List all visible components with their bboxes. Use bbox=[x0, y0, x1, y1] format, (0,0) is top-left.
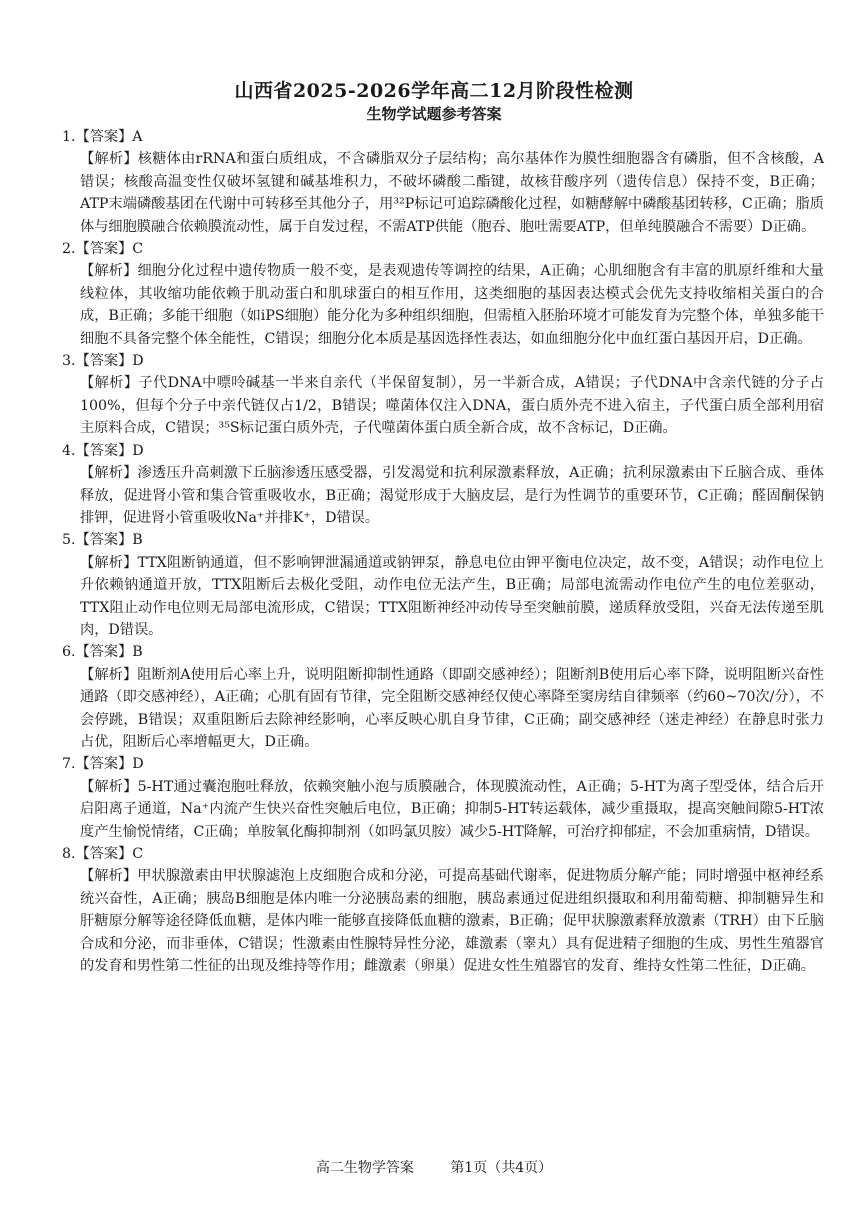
answer-heading: 8.【答案】C bbox=[62, 846, 144, 862]
answer-heading: 1.【答案】A bbox=[62, 129, 143, 145]
answer-item bbox=[62, 440, 824, 530]
answer-explanation: 【解析】子代DNA中嘌呤碱基一半来自亲代（半保留复制），另一半新合成，A错误；子代DNA中含亲代链的分子占100%，但每个分子中亲代链仅占1/2，B错误；噬菌体仅注入DNA，蛋白质外壳不进入宿主，子代蛋白质全部利用宿主原料合成，C错误；³⁵S标记蛋白质外壳，子代噬菌体蛋白质全新合成，故不含标记，D正确。 bbox=[80, 375, 824, 437]
page-subtitle: 生物学试题参考答案 bbox=[366, 105, 502, 123]
answer-explanation: 【解析】TTX阻断钠通道，但不影响钾泄漏通道或钠钾泵，静息电位由钾平衡电位决定，故不变，A错误；动作电位上升依赖钠通道开放，TTX阻断后去极化受阻，动作电位无法产生，B正确；局部电流需动作电位产生的电位差驱动，TTX阻止动作电位则无局部电流形成，C错误；TTX阻断神经冲动传导至突触前膜，递质释放受阻，兴奋无法传递至肌肉，D错误。 bbox=[80, 554, 824, 638]
footer-page-number: 第1页（共4页） bbox=[450, 1160, 553, 1176]
answer-explanation: 【解析】渗透压升高刺激下丘脑渗透压感受器，引发渴觉和抗利尿激素释放，A正确；抗利尿激素由下丘脑合成、垂体释放，促进肾小管和集合管重吸收水，B正确；渴觉形成于大脑皮层，是行为性调节的重要环节，C正确；醛固酮保钠排钾，促进肾小管重吸收Na⁺并排K⁺，D错误。 bbox=[80, 465, 824, 526]
answer-item bbox=[62, 753, 824, 843]
answer-heading: 4.【答案】D bbox=[62, 442, 144, 459]
answer-heading: 3.【答案】D bbox=[62, 353, 144, 370]
answer-explanation: 【解析】细胞分化过程中遗传物质一般不变，是表观遗传等调控的结果，A正确；心肌细胞含有丰富的肌原纤维和大量线粒体，其收缩功能依赖于肌动蛋白和肌球蛋白的相互作用，这类细胞的基因表达模式会优先支持收缩相关蛋白的合成，B正确；多能干细胞（如iPS细胞）能分化为多种组织细胞，但需植入胚胎环境才可能发育为完整个体，单独多能干细胞不具备完整个体全能性，C错误；细胞分化本质是基因选择性表达，如血细胞分化中血红蛋白基因开启，D正确。 bbox=[80, 263, 824, 347]
answer-explanation: 【解析】阻断剂A使用后心率上升，说明阻断抑制性通路（即副交感神经）；阻断剂B使用后心率下降，说明阻断兴奋性通路（即交感神经），A正确；心肌有固有节律，完全阻断交感神经仅使心率降至窦房结自律频率（约60~70次/分），不会停跳，B错误；双重阻断后去除神经影响，心率反映心肌自身节律，C正确；副交感神经（迷走神经）在静息时张力占优，阻断后心率增幅更大，D正确。 bbox=[80, 666, 825, 750]
answer-item bbox=[62, 843, 824, 977]
answer-heading: 6.【答案】B bbox=[62, 644, 143, 661]
answer-item bbox=[62, 350, 824, 440]
answer-item bbox=[62, 126, 824, 238]
answer-item bbox=[62, 641, 824, 753]
answer-item bbox=[62, 529, 824, 641]
answer-item bbox=[62, 238, 824, 350]
page-title: 山西省2025-2026学年高二12月阶段性检测 bbox=[234, 80, 634, 102]
page-footer bbox=[0, 1157, 868, 1177]
answer-explanation: 【解析】5-HT通过囊泡胞吐释放，依赖突触小泡与质膜融合，体现膜流动性，A正确；5-HT为离子型受体，结合后开启阳离子通道，Na⁺内流产生快兴奋性突触后电位，B正确；抑制5-HT转运载体，减少重摄取，提高突触间隙5-HT浓度产生愉悦情绪，C正确；单胺氧化酶抑制剂（如吗氯贝胺）减少5-HT降解，可治疗抑郁症，不会加重病情，D错误。 bbox=[80, 778, 824, 840]
answer-heading: 7.【答案】D bbox=[62, 756, 144, 773]
answer-explanation: 【解析】甲状腺激素由甲状腺滤泡上皮细胞合成和分泌，可提高基础代谢率，促进物质分解产能；同时增强中枢神经系统兴奋性，A正确；胰岛B细胞是体内唯一分泌胰岛素的细胞，胰岛素通过促进组织摄取和利用葡萄糖、抑制糖异生和肝糖原分解等途径降低血糖，是体内唯一能够直接降低血糖的激素，B正确；促甲状腺激素释放激素（TRH）由下丘脑合成和分泌，而非垂体，C错误；性激素由性腺特异性分泌，雄激素（睾丸）具有促进精子细胞的生成、男性生殖器官的发育和男性第二性征的出现及维持等作用；雌激素（卵巢）促进女性生殖器官的发育、维持女性第二性征，D正确。 bbox=[80, 868, 824, 975]
answer-list bbox=[62, 126, 824, 977]
answer-heading: 5.【答案】B bbox=[62, 532, 143, 549]
footer-subject: 高二生物学答案 bbox=[315, 1160, 414, 1176]
answer-heading: 2.【答案】C bbox=[62, 241, 144, 258]
answer-explanation: 【解析】核糖体由rRNA和蛋白质组成，不含磷脂双分子层结构；高尔基体作为膜性细胞器含有磷脂，但不含核酸，A错误；核酸高温变性仅破坏氢键和碱基堆积力，不破坏磷酸二酯键，故核苷酸序列（遗传信息）保持不变，B正确；ATP末端磷酸基团在代谢中可转移至其他分子，用³²P标记可追踪磷酸化过程，如糖酵解中磷酸基团转移，C正确；脂质体与细胞膜融合依赖膜流动性，属于自发过程，不需ATP供能（胞吞、胞吐需要ATP，但单纯膜融合不需要）D正确。 bbox=[80, 151, 824, 235]
